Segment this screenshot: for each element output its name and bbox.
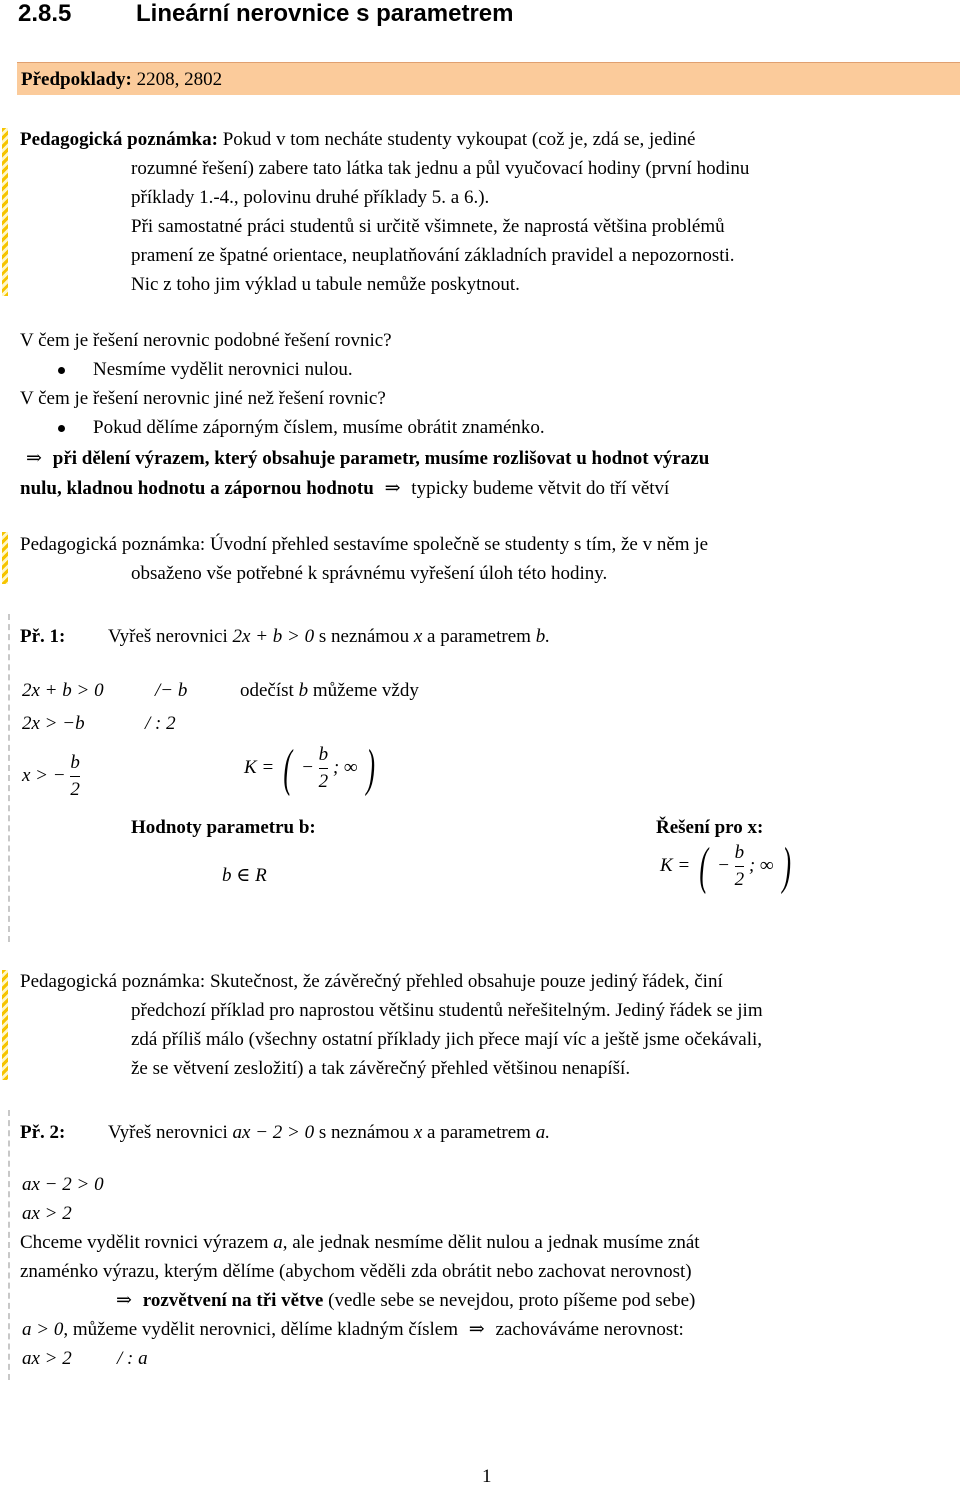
branch-text: (vedle sebe se nevejdou, proto píšeme pod sebe) (328, 1290, 696, 1311)
section-heading (18, 0, 513, 30)
branch-emphasis: rozvětvení na tři větve (142, 1290, 324, 1311)
left-paren-icon: ( (699, 837, 708, 895)
answer-1: Nesmíme vydělit nerovnici nulou. (93, 359, 353, 380)
case-operation: / : a (117, 1348, 148, 1369)
task-text: s neznámou (318, 626, 410, 647)
implies-arrow-icon: ⇒ (468, 1319, 485, 1340)
task-expression: 2x + b > 0 (232, 626, 315, 647)
note-text: Pokud v tom necháte studenty vykoupat (což je, zdá se, jediné (222, 129, 696, 150)
note-variable: b (298, 680, 309, 701)
example-marker (8, 614, 10, 942)
note-label: Pedagogická poznámka: (20, 971, 206, 992)
fraction-numerator: b (734, 842, 745, 863)
task-text: s neznámou (318, 1122, 410, 1143)
note-text: pramení ze špatné orientace, neuplatňování základních pravidel a nepozornosti. (131, 245, 735, 266)
rule-text: nulu, kladnou hodnotu a zápornou hodnotu (20, 478, 374, 499)
note-text: předchozí příklad pro naprostou většinu studentů neřešitelným. Jediný řádek se jim (131, 1000, 763, 1021)
solution-lhs: K = (244, 756, 279, 778)
solution-tail: ; ∞ (748, 854, 774, 876)
note-text: příklady 1.-4., polovinu druhé příklady 5. a 6.). (131, 187, 490, 208)
math-step-fraction (22, 750, 80, 803)
implies-arrow-icon: ⇒ (116, 1290, 132, 1311)
math-step: ax − 2 > 0 (22, 1174, 104, 1195)
math-note (240, 676, 419, 705)
case-result: zachováváme nerovnost: (495, 1319, 684, 1340)
fraction-denominator: 2 (735, 866, 745, 893)
fraction-numerator: b (70, 752, 80, 773)
answer-2: Pokud dělíme záporným číslem, musíme obrátit znaménko. (93, 417, 545, 438)
implies-arrow-icon: ⇒ (384, 478, 401, 499)
example-marker (8, 1110, 10, 1380)
fraction-denominator: 2 (319, 768, 329, 795)
fraction-numerator: b (318, 744, 329, 765)
rule-tail: typicky budeme větvit do tří větví (411, 478, 670, 499)
task-expression: ax − 2 > 0 (232, 1122, 315, 1143)
example-2-task (20, 1118, 550, 1147)
math-step: 2x > −b (22, 713, 85, 734)
param-value: b ∈ R (222, 865, 267, 886)
explanation-text: , ale jednak nesmíme dělit nulou a jednak musíme znát (282, 1232, 700, 1253)
case-line (22, 1315, 684, 1344)
right-paren-icon: ) (782, 837, 792, 895)
explanation-text: znaménko výrazu, kterým dělíme (abychom věděli zda obrátit nebo zachovat nerovnost) (20, 1261, 692, 1282)
example-1-task (20, 622, 550, 651)
example-label: Př. 2: (20, 1122, 66, 1143)
note-marker (2, 532, 8, 584)
prerequisites-label: Předpoklady: (21, 69, 132, 90)
note-label: Pedagogická poznámka: (20, 534, 206, 555)
question-2: V čem je řešení nerovnic jiné než řešení rovnic? (20, 388, 386, 409)
math-operation: / : 2 (145, 713, 176, 734)
solution-tail: ; ∞ (332, 756, 358, 778)
explanation-line (20, 1228, 700, 1257)
task-variable: x (413, 626, 423, 647)
note-text: Při samostatné práci studentů si určitě všimnete, že naprostá většina problémů (131, 216, 725, 237)
branch-line (110, 1286, 695, 1315)
fraction (70, 750, 80, 803)
minus-sign: − (717, 854, 730, 876)
page-number: 1 (482, 1466, 492, 1487)
right-paren-icon: ) (366, 739, 376, 797)
note-text: zdá příliš málo (všechny ostatní příklady jich přece mají víc a ještě jsme očekávali, (131, 1029, 763, 1050)
note-text: obsaženo vše potřebné k správnému vyřešení úloh této hodiny. (131, 563, 608, 584)
section-number: 2.8.5 (18, 0, 72, 27)
param-heading: Hodnoty parametru b: (131, 817, 316, 838)
solution-set (244, 739, 380, 797)
left-paren-icon: ( (283, 739, 292, 797)
note-marker (2, 128, 8, 296)
explanation-variable: a (273, 1232, 283, 1253)
inequality-lhs: x > − (22, 764, 66, 786)
case-condition: a > 0 (22, 1319, 64, 1340)
fraction (319, 742, 329, 795)
section-title: Lineární nerovnice s parametrem (136, 0, 514, 27)
implies-arrow-icon: ⇒ (26, 448, 42, 469)
solution-set (660, 837, 796, 895)
fraction-denominator: 2 (70, 776, 80, 803)
prerequisites-value: 2208, 2802 (136, 69, 223, 90)
note-text: Skutečnost, že závěrečný přehled obsahuje pouze jediný řádek, činí (209, 971, 723, 992)
fraction (735, 840, 745, 893)
minus-sign: − (301, 756, 314, 778)
case-step: ax > 2 (22, 1348, 72, 1369)
solution-lhs: K = (660, 854, 695, 876)
note-label: Pedagogická poznámka: (20, 129, 218, 150)
task-text: a parametrem (427, 626, 531, 647)
task-parameter: b. (535, 626, 550, 647)
bullet-icon (58, 425, 65, 432)
case-text: , můžeme vydělit nerovnici, dělíme kladným číslem (63, 1319, 458, 1340)
math-step: 2x + b > 0 (22, 680, 104, 701)
math-step: ax > 2 (22, 1203, 72, 1224)
question-1: V čem je řešení nerovnic podobné řešení rovnic? (20, 330, 392, 351)
prerequisites-bar (17, 62, 960, 95)
note-text: odečíst (240, 680, 294, 701)
note-text: rozumné řešení) zabere tato látka tak jednu a půl vyučovací hodiny (první hodinu (131, 158, 750, 179)
note-text: můžeme vždy (312, 680, 419, 701)
solution-heading: Řešení pro x: (656, 817, 764, 838)
explanation-text: Chceme vydělit rovnici výrazem (20, 1232, 269, 1253)
task-text: Vyřeš nerovnici (108, 1122, 228, 1143)
task-parameter: a. (535, 1122, 550, 1143)
bullet-icon (58, 367, 65, 374)
task-text: a parametrem (427, 1122, 531, 1143)
note-text: že se větvení zesložití) a tak závěrečný přehled většinou nenapíší. (131, 1058, 631, 1079)
task-variable: x (413, 1122, 423, 1143)
note-text: Nic z toho jim výklad u tabule nemůže poskytnout. (131, 274, 520, 295)
example-label: Př. 1: (20, 626, 66, 647)
note-marker (2, 970, 8, 1080)
rule-text: při dělení výrazem, který obsahuje parametr, musíme rozlišovat u hodnot výrazu (52, 448, 710, 469)
task-text: Vyřeš nerovnici (108, 626, 228, 647)
math-operation: /− b (155, 680, 188, 701)
note-text: Úvodní přehled sestavíme společně se studenty s tím, že v něm je (209, 534, 709, 555)
